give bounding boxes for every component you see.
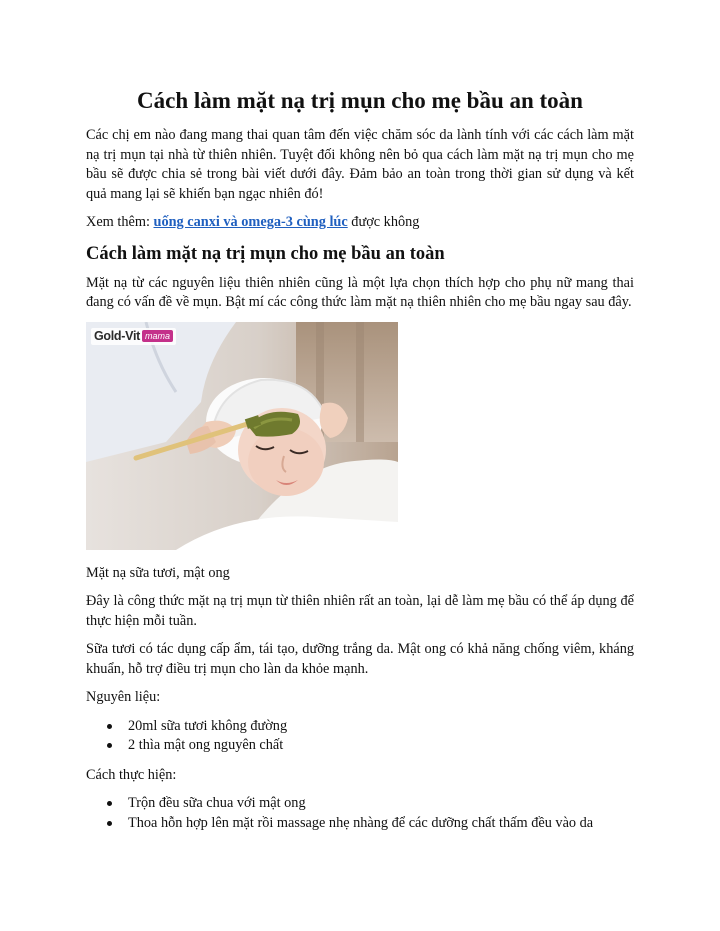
list-item: Thoa hỗn hợp lên mặt rồi massage nhẹ nhàng để các dưỡng chất thấm đều vào da: [128, 814, 634, 834]
ingredients-label: Nguyên liệu:: [86, 689, 161, 705]
facial-mask-photo: [86, 322, 398, 550]
see-also-prefix: Xem thêm:: [86, 214, 154, 230]
logo-sub: mama: [142, 330, 173, 342]
steps-list: [86, 794, 634, 833]
recipe-description-1: Đây là công thức mặt nạ trị mụn từ thiên nhiên rất an toàn, lại dễ làm mẹ bầu có thể áp dụng để thực hiện mỗi tuần.: [86, 593, 634, 629]
page-title: Cách làm mặt nạ trị mụn cho mẹ bầu an toàn: [137, 88, 583, 113]
list-item: Trộn đều sữa chua với mật ong: [128, 794, 634, 814]
gold-vit-logo: [91, 328, 176, 345]
list-item: 20ml sữa tươi không đường: [128, 717, 634, 737]
see-also-suffix: được không: [347, 214, 420, 230]
see-also-line: [86, 213, 634, 233]
intro-paragraph: Các chị em nào đang mang thai quan tâm đến việc chăm sóc da lành tính với các cách làm mặt nạ trị mụn tại nhà từ thiên nhiên. Tuyệt đối không nên bỏ qua cách làm mặt nạ trị mụn cho mẹ bầu sẽ được chia sẻ trong bài viết dưới đây. Đảm bảo an toàn trong thời gian sử dụng và kết quả mang lại sẽ khiến bạn ngạc nhiên đó!: [86, 127, 634, 202]
ingredients-list: [86, 717, 634, 756]
see-also-link[interactable]: uống canxi và omega-3 cùng lúc: [153, 214, 348, 230]
recipe-description-2: Sữa tươi có tác dụng cấp ẩm, tái tạo, dưỡng trắng da. Mật ong có khả năng chống viêm, kháng khuẩn, hỗ trợ điều trị mụn cho làn da khỏe mạnh.: [86, 641, 634, 677]
recipe-name: Mặt nạ sữa tươi, mật ong: [86, 564, 230, 581]
steps-label: Cách thực hiện:: [86, 766, 177, 783]
section-intro-paragraph: Mặt nạ từ các nguyên liệu thiên nhiên cũng là một lựa chọn thích hợp cho phụ nữ mang thai đang có vấn đề về mụn. Bật mí các công thức làm mặt nạ thiên nhiên cho mẹ bầu ngay sau đây.: [86, 274, 634, 310]
section-heading: Cách làm mặt nạ trị mụn cho mẹ bầu an toàn: [86, 243, 445, 264]
facial-mask-illustration: [86, 322, 398, 550]
list-item: 2 thìa mật ong nguyên chất: [128, 736, 634, 756]
logo-brand: Gold-Vit: [94, 329, 140, 343]
